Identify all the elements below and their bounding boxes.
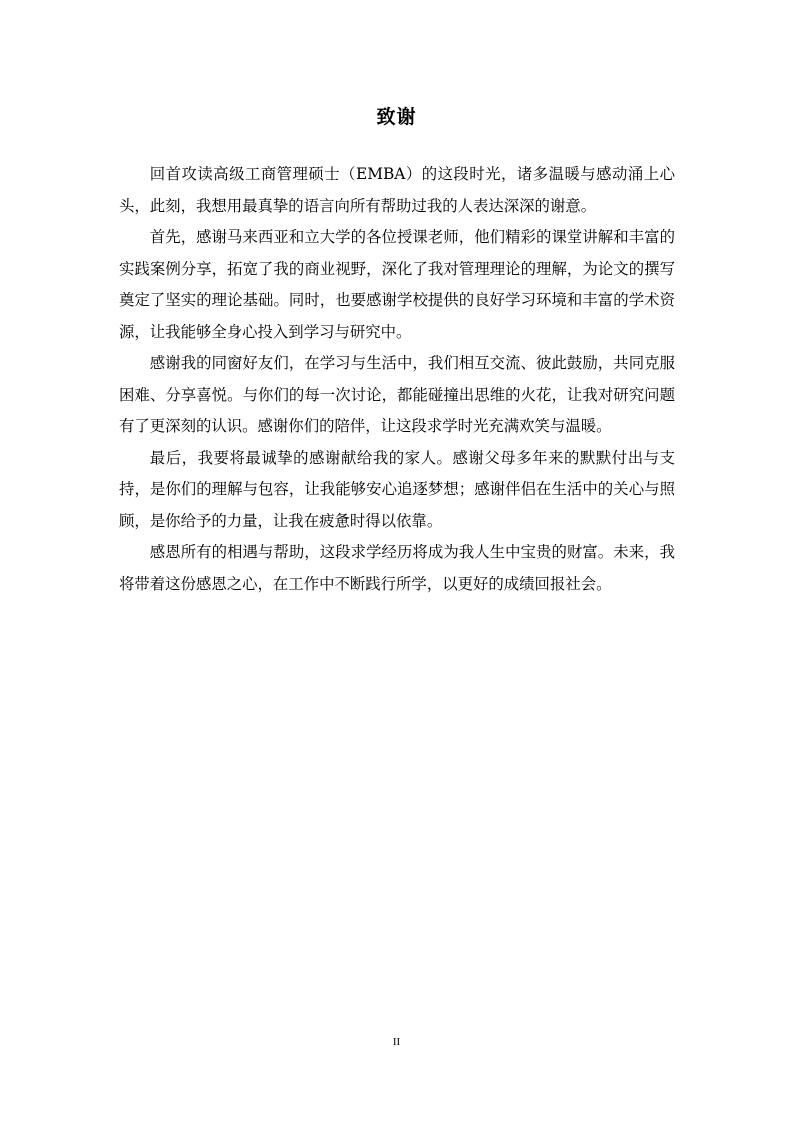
- acknowledgement-body: [119, 159, 675, 600]
- paragraph-4: 最后，我要将最诚挚的感谢献给我的家人。感谢父母多年来的默默付出与支持，是你们的理解与包容，让我能够安心追逐梦想；感谢伴侣在生活中的关心与照顾，是你给予的力量，让我在疲惫时得以依靠。: [119, 448, 675, 530]
- paragraph-5: 感恩所有的相遇与帮助，这段求学经历将成为我人生中宝贵的财富。未来，我将带着这份感恩之心，在工作中不断践行所学，以更好的成绩回报社会。: [119, 543, 675, 593]
- page-number: II: [392, 1036, 401, 1048]
- page-title: 致谢: [376, 106, 417, 128]
- paragraph-1: 回首攻读高级工商管理硕士（EMBA）的这段时光，诸多温暖与感动涌上心头，此刻，我想用最真挚的语言向所有帮助过我的人表达深深的谢意。: [119, 165, 675, 215]
- paragraph-3: 感谢我的同窗好友们，在学习与生活中，我们相互交流、彼此鼓励，共同克服困难、分享喜悦。与你们的每一次讨论，都能碰撞出思维的火花，让我对研究问题有了更深刻的认识。感谢你们的陪伴，让这段求学时光充满欢笑与温暖。: [119, 354, 675, 435]
- paragraph-2: 首先，感谢马来西亚和立大学的各位授课老师，他们精彩的课堂讲解和丰富的实践案例分享，拓宽了我的商业视野，深化了我对管理理论的理解，为论文的撰写奠定了坚实的理论基础。同时，也要感谢学校提供的良好学习环境和丰富的学术资源，让我能够全身心投入到学习与研究中。: [119, 228, 675, 341]
